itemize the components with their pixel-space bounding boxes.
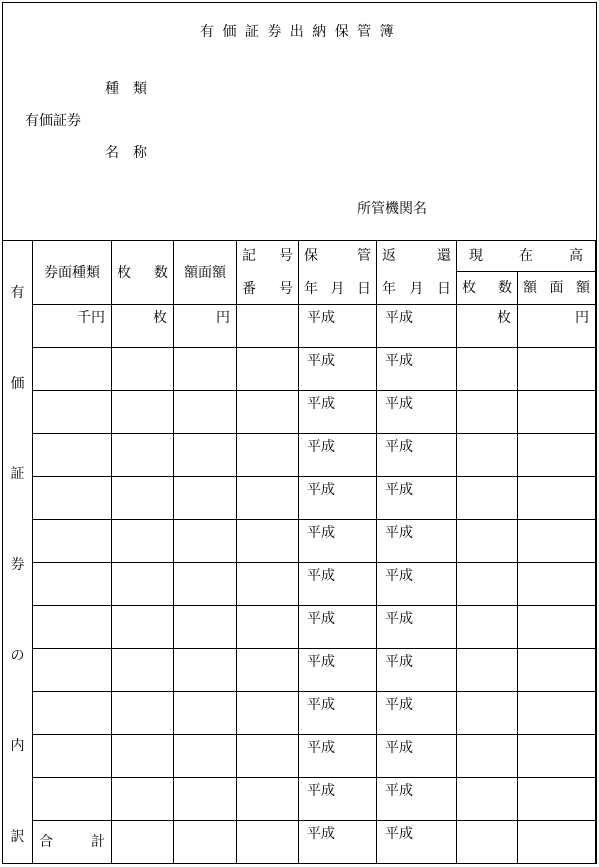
- current-balance-text-char: 現: [469, 248, 483, 264]
- return-date-cell-text: 平成: [385, 697, 413, 713]
- return-date-cell-text: 平成: [385, 439, 413, 455]
- current-amount-cell: [518, 520, 596, 563]
- keep-date-text-char: 年: [304, 281, 318, 297]
- current-amount-text-char: 面: [549, 280, 564, 296]
- current-count-text-char: 数: [498, 280, 512, 296]
- current-amount-cell: [518, 606, 596, 649]
- total-label-text-char: 計: [91, 834, 105, 850]
- securities-ledger-table: [2, 240, 596, 864]
- count-cell: [112, 477, 174, 520]
- return-date-text-char: 年: [382, 281, 396, 297]
- count-cell: [112, 735, 174, 778]
- keep-header-text-char: 管: [357, 248, 371, 264]
- return-date-cell-text: 平成: [385, 353, 413, 369]
- face-type-cell: [33, 649, 112, 692]
- symbol-number-cell: [237, 778, 299, 821]
- current-count-unit-text: 枚: [497, 310, 511, 326]
- symbol-number-cell: [237, 434, 299, 477]
- symbol-number-header: [237, 241, 299, 305]
- count-cell: [112, 778, 174, 821]
- header-row-1: [3, 241, 596, 272]
- current-amount-unit-text: 円: [575, 310, 589, 326]
- symbol-number-cell: [237, 735, 299, 778]
- face-amount-cell: [174, 434, 237, 477]
- return-date-cell-text: 平成: [385, 525, 413, 541]
- keep-date-text-char: 日: [357, 281, 371, 297]
- count-header-text-char: 枚: [117, 264, 131, 281]
- return-date-cell: [377, 606, 457, 649]
- return-date-cell: [377, 778, 457, 821]
- keep-date-cell-text: 平成: [307, 740, 335, 756]
- current-count-unit: [457, 305, 518, 348]
- table-row: [3, 692, 596, 735]
- table-row: [3, 649, 596, 692]
- face-amount-header-text: 額面額: [184, 264, 226, 281]
- count-header: [112, 241, 174, 305]
- current-amount-text: [518, 280, 595, 296]
- count-header-text-char: 数: [154, 264, 168, 281]
- name-label: 名 称: [105, 145, 147, 161]
- face-amount-cell: [174, 520, 237, 563]
- symbol-number-cell: [237, 692, 299, 735]
- return-date-cell: [377, 348, 457, 391]
- current-count-cell: [457, 735, 518, 778]
- face-type-cell: [33, 391, 112, 434]
- keep-date-cell-text: 平成: [307, 654, 335, 670]
- table-row: [3, 348, 596, 391]
- face-type-unit-text: 千円: [77, 310, 105, 326]
- keep-date-cell: [299, 606, 377, 649]
- return-date-cell-text: 平成: [385, 740, 413, 756]
- keep-date-cell-text: 平成: [307, 568, 335, 584]
- current-amount-cell: [518, 477, 596, 520]
- current-amount-header: [518, 272, 596, 305]
- face-type-cell: [33, 520, 112, 563]
- current-count-cell: [457, 563, 518, 606]
- return-date-cell: [377, 649, 457, 692]
- return-date-cell: [377, 520, 457, 563]
- current-amount-cell: [518, 649, 596, 692]
- return-header-text-char: 還: [437, 248, 451, 264]
- table-row: [3, 778, 596, 821]
- current-count-cell: [457, 520, 518, 563]
- face-type-cell: [33, 477, 112, 520]
- return-date-cell-text: 平成: [385, 654, 413, 670]
- symbol-number-cell: [237, 649, 299, 692]
- keep-date-cell-text: 平成: [307, 697, 335, 713]
- keep-date-cell: [299, 348, 377, 391]
- keep-date-cell-text: 平成: [307, 611, 335, 627]
- symbol-number-cell: [237, 477, 299, 520]
- total-label-text-char: 合: [39, 834, 53, 850]
- return-date-cell: [377, 821, 457, 864]
- current-amount-cell: [518, 348, 596, 391]
- keep-date-cell: [299, 821, 377, 864]
- return-date-cell-text: 平成: [385, 396, 413, 412]
- number-header-text-char: 号: [279, 281, 293, 297]
- face-amount-cell: [174, 606, 237, 649]
- current-count-header: [457, 272, 518, 305]
- current-balance-text-char: 高: [569, 248, 583, 264]
- current-count-cell: [457, 606, 518, 649]
- face-amount-cell: [174, 821, 237, 864]
- face-amount-cell: [174, 692, 237, 735]
- current-count-cell: [457, 348, 518, 391]
- symbol-header-text-char: 号: [279, 248, 293, 264]
- count-unit-text: 枚: [153, 310, 167, 326]
- face-type-header-text: 券面種類: [44, 264, 100, 281]
- keep-date-cell: [299, 778, 377, 821]
- return-date-text-char: 日: [437, 281, 451, 297]
- symbol-number-cell: [237, 821, 299, 864]
- symbol-number-cell: [237, 391, 299, 434]
- keep-date-cell: [299, 305, 377, 348]
- count-cell: [112, 649, 174, 692]
- face-type-header: [33, 241, 112, 305]
- current-count-text: [457, 280, 517, 296]
- face-amount-cell: [174, 477, 237, 520]
- return-date-cell: [377, 391, 457, 434]
- count-cell: [112, 606, 174, 649]
- symbol-header-text-char: 記: [242, 248, 256, 264]
- agency-label: 所管機関名: [357, 201, 427, 217]
- current-amount-cell: [518, 735, 596, 778]
- side-label-char: の: [10, 647, 25, 664]
- face-type-cell: [33, 735, 112, 778]
- count-unit: [112, 305, 174, 348]
- return-date-cell: [377, 305, 457, 348]
- keep-date-cell-text: 平成: [307, 439, 335, 455]
- keep-header-text: [299, 248, 376, 264]
- keep-date-cell: [299, 391, 377, 434]
- keep-date-cell-text: 平成: [307, 826, 335, 842]
- side-label-char: 証: [10, 466, 25, 483]
- return-date-cell-text: 平成: [385, 611, 413, 627]
- face-amount-cell: [174, 348, 237, 391]
- current-count-cell: [457, 649, 518, 692]
- keep-header-text-char: 保: [304, 248, 318, 264]
- current-balance-text-char: 在: [519, 248, 533, 264]
- current-count-cell: [457, 434, 518, 477]
- keep-date-cell-text: 平成: [307, 310, 335, 326]
- return-date-cell-text: 平成: [385, 310, 413, 326]
- current-amount-cell: [518, 391, 596, 434]
- face-type-cell: [33, 563, 112, 606]
- return-date-cell: [377, 692, 457, 735]
- return-date-cell: [377, 477, 457, 520]
- total-label: [33, 821, 112, 864]
- total-label-text: [33, 834, 111, 850]
- face-amount-cell: [174, 649, 237, 692]
- face-type-unit: [33, 305, 112, 348]
- return-date-cell: [377, 434, 457, 477]
- current-amount-unit: [518, 305, 596, 348]
- return-date-cell: [377, 735, 457, 778]
- side-label-char: 有: [10, 285, 25, 301]
- face-amount-header: [174, 241, 237, 305]
- keep-date-cell-text: 平成: [307, 353, 335, 369]
- current-count-text-char: 枚: [462, 280, 476, 296]
- side-label-char: 価: [10, 375, 25, 392]
- return-date-cell-text: 平成: [385, 568, 413, 584]
- count-cell: [112, 520, 174, 563]
- form-title: 有 価 証 券 出 納 保 管 簿: [200, 24, 396, 40]
- return-header-text: [377, 248, 456, 264]
- face-amount-cell: [174, 778, 237, 821]
- return-date-cell-text: 平成: [385, 783, 413, 799]
- side-label-char: 券: [10, 556, 25, 573]
- count-cell: [112, 434, 174, 477]
- keep-date-cell: [299, 649, 377, 692]
- keep-date-cell-text: 平成: [307, 396, 335, 412]
- current-balance-text: [457, 248, 595, 264]
- symbol-number-cell: [237, 606, 299, 649]
- return-header-text-char: 返: [382, 248, 396, 264]
- current-balance-header: [457, 241, 596, 272]
- keep-date-cell: [299, 735, 377, 778]
- keep-date-text-char: 月: [330, 281, 345, 297]
- current-amount-cell: [518, 692, 596, 735]
- symbol-number-cell: [237, 563, 299, 606]
- table-row: [3, 391, 596, 434]
- current-count-cell: [457, 778, 518, 821]
- current-amount-cell: [518, 563, 596, 606]
- current-count-cell: [457, 391, 518, 434]
- return-date-cell: [377, 563, 457, 606]
- face-type-cell: [33, 606, 112, 649]
- current-count-cell: [457, 477, 518, 520]
- count-cell: [112, 348, 174, 391]
- current-amount-cell: [518, 778, 596, 821]
- keep-date-cell-text: 平成: [307, 525, 335, 541]
- keep-date-cell: [299, 563, 377, 606]
- count-cell: [112, 563, 174, 606]
- side-label-chars: [3, 241, 32, 845]
- return-date-cell-text: 平成: [385, 826, 413, 842]
- number-header-text-char: 番: [242, 281, 256, 297]
- count-header-text: [112, 265, 173, 281]
- table-row: [3, 434, 596, 477]
- current-amount-cell: [518, 821, 596, 864]
- count-cell: [112, 692, 174, 735]
- return-date-text: [377, 281, 456, 297]
- keep-date-cell: [299, 477, 377, 520]
- keep-date-cell: [299, 520, 377, 563]
- keep-date-header: [299, 241, 377, 305]
- symbol-number-cell: [237, 348, 299, 391]
- current-count-cell: [457, 821, 518, 864]
- face-type-cell: [33, 692, 112, 735]
- number-header-text: [237, 281, 298, 297]
- keep-date-cell-text: 平成: [307, 783, 335, 799]
- current-amount-text-char: 額: [576, 280, 590, 296]
- kind-label: 種 類: [105, 81, 147, 97]
- face-amount-cell: [174, 391, 237, 434]
- total-row: [3, 821, 596, 864]
- current-count-cell: [457, 692, 518, 735]
- return-date-cell-text: 平成: [385, 482, 413, 498]
- face-amount-cell: [174, 563, 237, 606]
- table-row: [3, 606, 596, 649]
- return-date-header: [377, 241, 457, 305]
- count-cell: [112, 391, 174, 434]
- table-row: [3, 305, 596, 348]
- symbol-number-cell: [237, 305, 299, 348]
- keep-date-cell: [299, 692, 377, 735]
- face-type-cell: [33, 434, 112, 477]
- face-amount-unit-text: 円: [216, 310, 230, 326]
- face-amount-cell: [174, 735, 237, 778]
- keep-date-cell-text: 平成: [307, 482, 335, 498]
- current-amount-cell: [518, 434, 596, 477]
- current-amount-text-char: 額: [523, 280, 537, 296]
- securities-label: 有価証券: [25, 113, 81, 129]
- symbol-header-text: [237, 248, 298, 264]
- side-label: [3, 241, 33, 864]
- face-type-cell: [33, 778, 112, 821]
- count-cell: [112, 821, 174, 864]
- side-label-char: 内: [10, 738, 25, 755]
- table-row: [3, 735, 596, 778]
- face-type-cell: [33, 348, 112, 391]
- face-amount-unit: [174, 305, 237, 348]
- keep-date-cell: [299, 434, 377, 477]
- table-row: [3, 563, 596, 606]
- table-row: [3, 477, 596, 520]
- side-label-char: 訳: [10, 828, 25, 845]
- table-row: [3, 520, 596, 563]
- return-date-text-char: 月: [409, 281, 424, 297]
- keep-date-text: [299, 281, 376, 297]
- symbol-number-cell: [237, 520, 299, 563]
